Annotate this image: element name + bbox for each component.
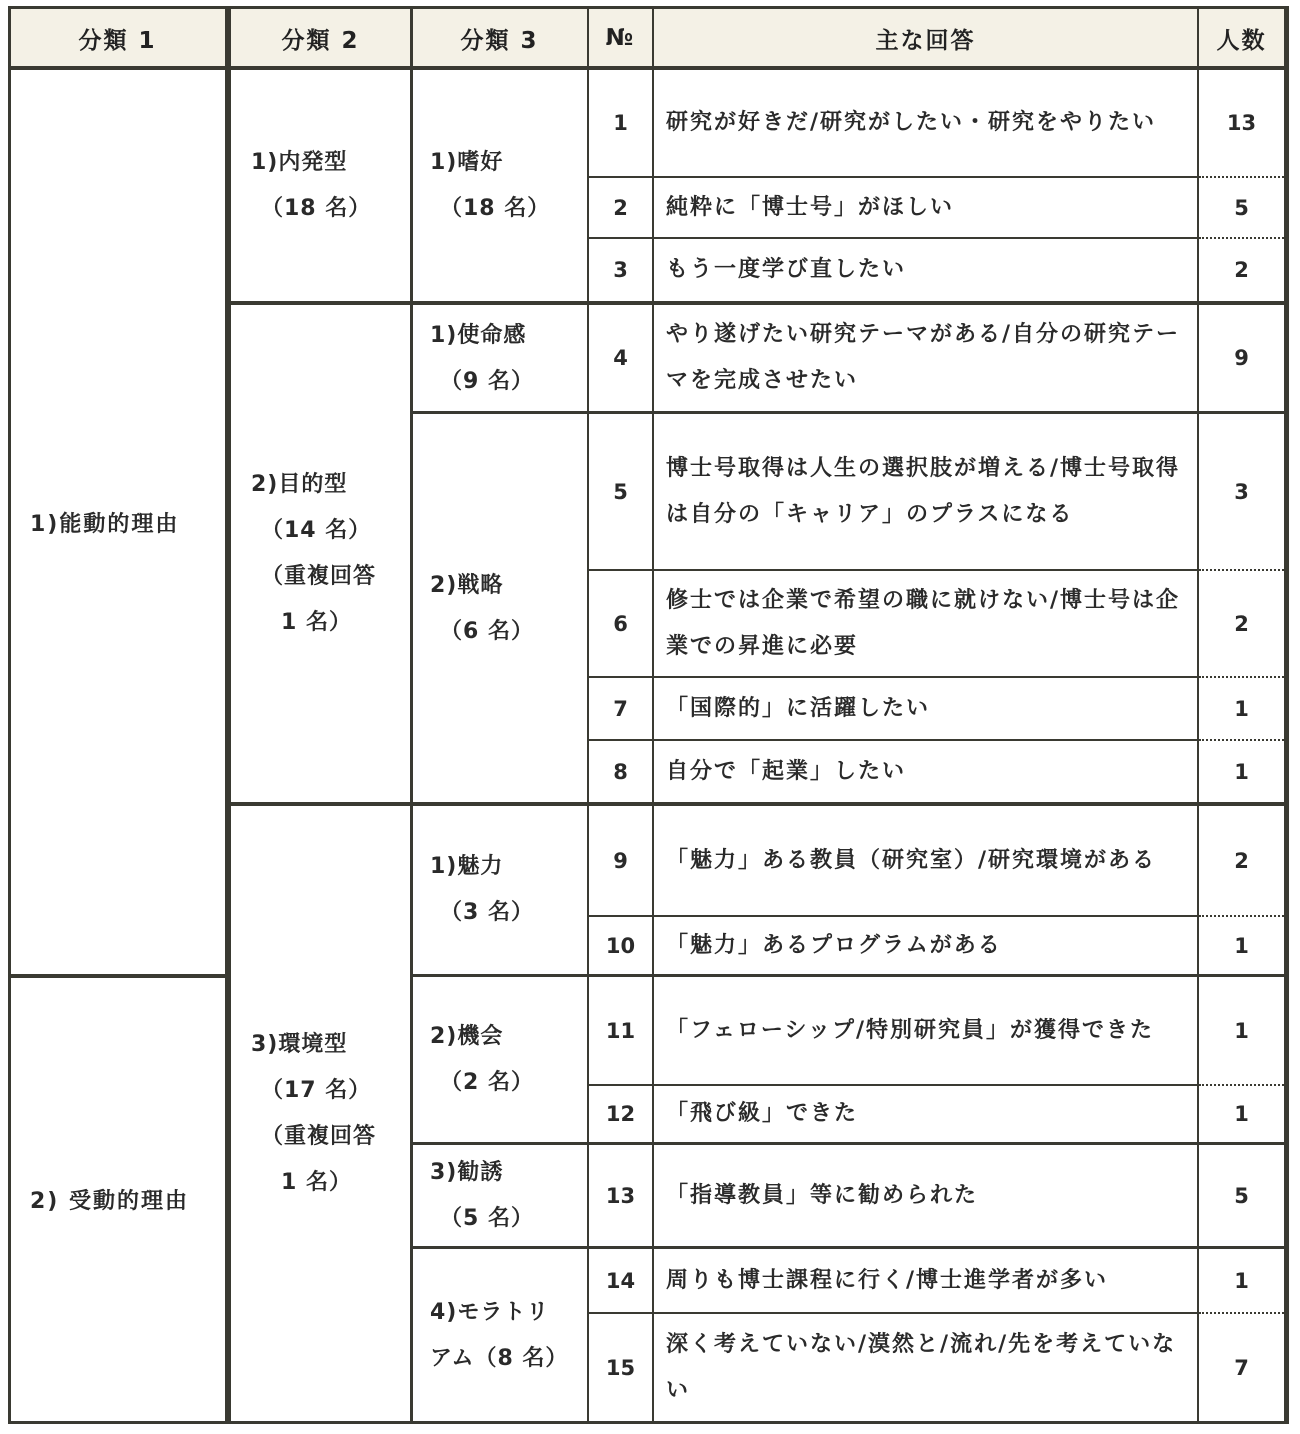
cat3-label: 1)魅力 bbox=[430, 854, 504, 879]
row-number: 6 bbox=[613, 611, 628, 636]
row-number: 15 bbox=[605, 1355, 636, 1380]
row-number: 4 bbox=[613, 346, 628, 370]
row-answer: 「飛び級」できた bbox=[666, 1101, 859, 1126]
cat3-opportunity bbox=[412, 977, 605, 1142]
row-answer: 「魅力」ある教員（研究室）/研究環境がある bbox=[666, 847, 1157, 873]
header-cat1: 分類 1 bbox=[10, 8, 225, 68]
cat3-solicitation bbox=[412, 1145, 605, 1246]
row-answer: 深く考えていない/漠然と/流れ/先を考えていない bbox=[666, 1331, 1177, 1403]
row-count: 2 bbox=[1234, 258, 1249, 282]
row-answer: 「国際的」に活躍したい bbox=[666, 695, 931, 721]
row-answer: 「指導教員」等に勧められた bbox=[666, 1182, 979, 1208]
cat2-label: 2)目的型 bbox=[251, 472, 348, 497]
subgroup-divider bbox=[410, 1142, 1289, 1145]
row-number: 9 bbox=[613, 848, 628, 873]
row-number: 7 bbox=[613, 696, 628, 721]
subgroup-divider bbox=[410, 411, 1289, 414]
cat1-active: 1)能動的理由 bbox=[30, 512, 180, 537]
row-divider bbox=[587, 176, 1199, 178]
header-no: № bbox=[589, 8, 652, 68]
row-divider-dotted bbox=[1199, 1312, 1284, 1314]
row-answer: 「魅力」あるプログラムがある bbox=[666, 932, 1002, 958]
row-count: 1 bbox=[1234, 1102, 1249, 1126]
header-answer: 主な回答 bbox=[654, 8, 1197, 68]
row-number: 12 bbox=[605, 1102, 636, 1126]
border-bottom bbox=[8, 1421, 1289, 1424]
row-answer: 博士号取得は人生の選択肢が増える/博士号取得は自分の「キャリア」のプラスになる bbox=[666, 455, 1181, 527]
row-answer: 研究が好きだ/研究がしたい・研究をやりたい bbox=[666, 110, 1157, 135]
cat3-strategy bbox=[412, 414, 605, 803]
row-number: 3 bbox=[613, 258, 628, 282]
subgroup-divider bbox=[410, 974, 1289, 977]
row-answer: やり遂げたい研究テーマがある/自分の研究テーマを完成させたい bbox=[666, 322, 1181, 393]
cat2-count: （14 名） bbox=[261, 518, 372, 543]
row-divider bbox=[587, 915, 1199, 917]
row-number: 11 bbox=[605, 1018, 636, 1043]
row-divider bbox=[587, 739, 1199, 741]
divider-answer bbox=[1197, 6, 1199, 1424]
row-divider bbox=[587, 676, 1199, 678]
row-count: 13 bbox=[1226, 111, 1257, 135]
cat3-count: （6 名） bbox=[440, 618, 534, 644]
cat3-label: 1)嗜好 bbox=[430, 150, 504, 175]
row-answer: 純粋に「博士号」がほしい bbox=[666, 194, 955, 220]
header-cat2: 分類 2 bbox=[231, 8, 410, 68]
row-number: 1 bbox=[613, 111, 628, 135]
cat3-count: （3 名） bbox=[440, 900, 534, 925]
cat1-passive: 2) 受動的理由 bbox=[30, 1189, 190, 1214]
row-count: 1 bbox=[1234, 696, 1249, 721]
row-divider-dotted bbox=[1199, 739, 1284, 741]
border-right bbox=[1284, 6, 1289, 1424]
cat2-duplicate-count: 1 名） bbox=[281, 610, 352, 635]
row-count: 5 bbox=[1234, 195, 1249, 220]
row-number: 13 bbox=[605, 1183, 636, 1208]
cat2-count: （17 名） bbox=[261, 1078, 372, 1103]
row-count: 1 bbox=[1234, 759, 1249, 784]
cat2-label: 3)環境型 bbox=[251, 1032, 348, 1057]
divider-cat2 bbox=[410, 6, 413, 1424]
cat3-label-cont: アム（8 名） bbox=[430, 1345, 569, 1371]
cat1-divider bbox=[8, 974, 228, 978]
header-cat3: 分類 3 bbox=[412, 8, 587, 68]
cat2-label: 1)内発型 bbox=[251, 150, 348, 175]
row-divider-dotted bbox=[1199, 1084, 1284, 1086]
cat3-label: 1)使命感 bbox=[430, 322, 527, 348]
divider-no bbox=[652, 6, 654, 1424]
cat3-label: 2)戦略 bbox=[430, 572, 504, 598]
header-bottom bbox=[8, 66, 1289, 70]
row-answer: 修士では企業で希望の職に就けない/博士号は企業での昇進に必要 bbox=[666, 587, 1181, 659]
subgroup-divider bbox=[410, 1246, 1289, 1249]
row-number: 2 bbox=[613, 195, 628, 220]
cat3-label: 2)機会 bbox=[430, 1023, 504, 1049]
cat2-duplicate-note: （重複回答 bbox=[261, 1124, 377, 1149]
row-count: 1 bbox=[1234, 933, 1249, 958]
cat3-count: （18 名） bbox=[440, 196, 551, 221]
row-divider bbox=[587, 1084, 1199, 1086]
cat2-purpose bbox=[231, 305, 430, 803]
row-number: 14 bbox=[605, 1268, 636, 1293]
cat2-count: （18 名） bbox=[261, 196, 372, 221]
cat2-intrinsic bbox=[231, 70, 430, 302]
cat3-count: （2 名） bbox=[440, 1069, 534, 1095]
cat3-preference bbox=[412, 70, 605, 302]
cat3-count: （5 名） bbox=[440, 1205, 534, 1231]
row-count: 3 bbox=[1234, 479, 1249, 504]
row-count: 5 bbox=[1234, 1183, 1249, 1208]
cat3-attraction bbox=[412, 806, 605, 974]
row-divider-dotted bbox=[1199, 176, 1284, 178]
group-divider bbox=[228, 802, 1289, 806]
divider-cat1 bbox=[225, 6, 231, 1424]
row-divider bbox=[587, 569, 1199, 571]
row-number: 5 bbox=[613, 479, 628, 504]
row-divider-dotted bbox=[1199, 676, 1284, 678]
cat2-duplicate-count: 1 名） bbox=[281, 1170, 352, 1195]
row-divider-dotted bbox=[1199, 569, 1284, 571]
row-divider bbox=[587, 1312, 1199, 1314]
row-divider-dotted bbox=[1199, 915, 1284, 917]
cat2-duplicate-note: （重複回答 bbox=[261, 564, 377, 589]
row-count: 2 bbox=[1234, 611, 1249, 636]
row-count: 1 bbox=[1234, 1018, 1249, 1043]
cat2-environment bbox=[231, 806, 430, 1422]
row-answer: 「フェローシップ/特別研究員」が獲得できた bbox=[666, 1017, 1155, 1043]
row-divider bbox=[587, 237, 1199, 239]
row-count: 2 bbox=[1234, 848, 1249, 873]
cat3-count: （9 名） bbox=[440, 368, 534, 394]
row-answer: もう一度学び直したい bbox=[666, 257, 907, 282]
row-answer: 周りも博士課程に行く/博士進学者が多い bbox=[666, 1267, 1109, 1293]
row-number: 8 bbox=[613, 759, 628, 784]
row-answer: 自分で「起業」したい bbox=[666, 758, 907, 784]
divider-cat3 bbox=[587, 6, 589, 1424]
row-count: 1 bbox=[1234, 1268, 1249, 1293]
cat3-label: 4)モラトリ bbox=[430, 1299, 550, 1325]
row-count: 7 bbox=[1234, 1355, 1249, 1380]
row-count: 9 bbox=[1234, 346, 1249, 370]
cat3-moratorium bbox=[412, 1249, 605, 1422]
cat3-label: 3)勧誘 bbox=[430, 1159, 504, 1185]
cat3-mission bbox=[412, 305, 605, 412]
row-number: 10 bbox=[605, 933, 636, 958]
border-top bbox=[8, 6, 1289, 9]
row-divider-dotted bbox=[1199, 237, 1284, 239]
group-divider bbox=[228, 301, 1289, 305]
header-count: 人数 bbox=[1199, 8, 1284, 68]
border-left bbox=[8, 6, 11, 1424]
